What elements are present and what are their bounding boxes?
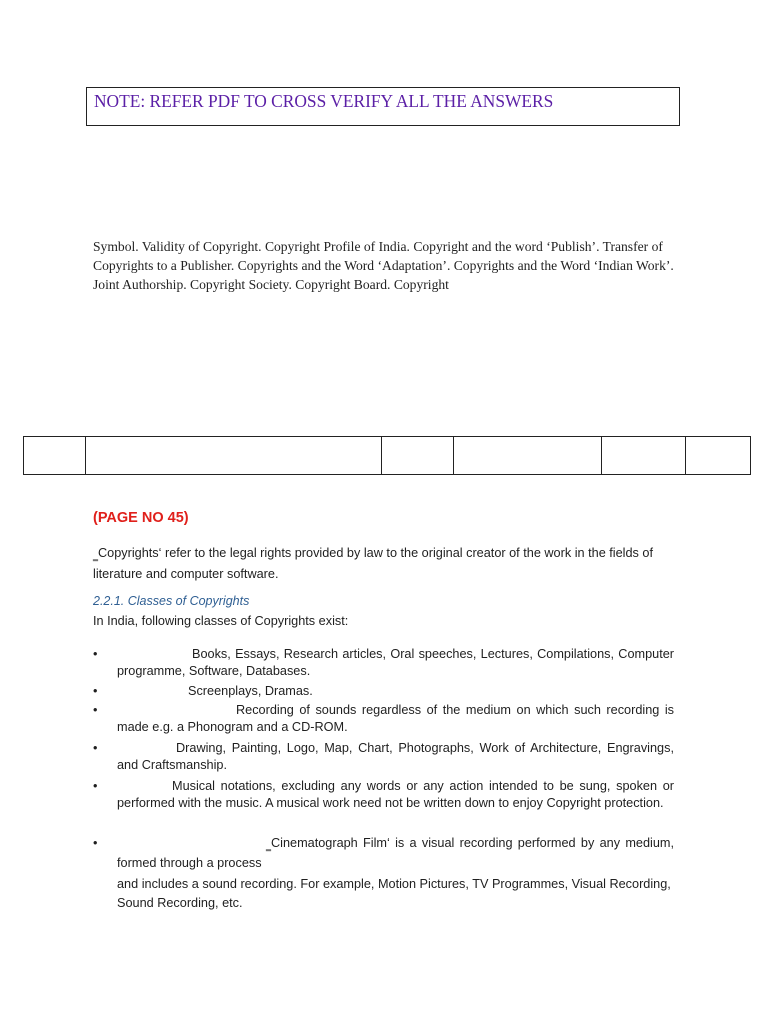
bullet-icon: •: [93, 779, 98, 793]
table-cell: [686, 437, 751, 475]
page-number: (PAGE NO 45): [93, 510, 189, 526]
quote-mark: ‗: [93, 551, 98, 561]
list-item-text: Books, Essays, Research articles, Oral speeches, Lectures, Compilations, Computer programme, Software, Databases.: [117, 647, 674, 678]
note-text: NOTE: REFER PDF TO CROSS VERIFY ALL THE ANSWERS: [94, 91, 554, 111]
bullet-icon: •: [93, 703, 98, 717]
list-item: [93, 740, 674, 773]
list-item-text: Drawing, Painting, Logo, Map, Chart, Photographs, Work of Architecture, Engravings, and Craftsmanship.: [117, 741, 674, 772]
bullet-icon: •: [93, 684, 98, 698]
list-item: [93, 702, 674, 735]
bullet-icon: •: [93, 741, 98, 755]
empty-table: [23, 436, 751, 475]
quote-mark: ‗: [266, 841, 271, 851]
list-item: [93, 835, 674, 871]
list-item: [93, 646, 674, 679]
list-item-text: Cinematograph Film‘ is a visual recording performed by any medium, formed through a process: [117, 836, 674, 870]
bullet-icon: •: [93, 647, 98, 661]
section-heading: 2.2.1. Classes of Copyrights: [93, 594, 250, 608]
list-item-continuation: and includes a sound recording. For example, Motion Pictures, TV Programmes, Visual Recording, Sound Recording, etc.: [117, 877, 671, 910]
list-item: [93, 778, 674, 811]
list-item-text: Musical notations, excluding any words or any action intended to be sung, spoken or performed with the music. A musical work need not be written down to enjoy Copyright protection.: [117, 779, 674, 810]
table-cell: [24, 437, 86, 475]
intro-text: Copyrights‘ refer to the legal rights provided by law to the original creator of the work in the fields of literature and computer software.: [93, 546, 653, 581]
table-row: [24, 437, 751, 475]
table-cell: [382, 437, 454, 475]
topics-paragraph: Symbol. Validity of Copyright. Copyright Profile of India. Copyright and the word ‘Publish’. Transfer of Copyrights to a Publisher. Copyrights and the Word ‘Adaptation’. Copyrights and the Word ‘Indian Work’. Joint Authorship. Copyright Society. Copyright Board. Copyright: [93, 239, 674, 292]
intro-paragraph: [93, 544, 678, 583]
list-item-text: Screenplays, Dramas.: [188, 684, 313, 698]
note-box: [86, 87, 680, 126]
table-cell: [86, 437, 382, 475]
list-item: [93, 683, 674, 700]
bullet-icon: •: [93, 836, 98, 850]
section-lead: In India, following classes of Copyrights exist:: [93, 614, 349, 628]
table-cell: [602, 437, 686, 475]
list-item-text: Recording of sounds regardless of the medium on which such recording is made e.g. a Phonogram and a CD-ROM.: [117, 703, 674, 734]
table-cell: [454, 437, 602, 475]
